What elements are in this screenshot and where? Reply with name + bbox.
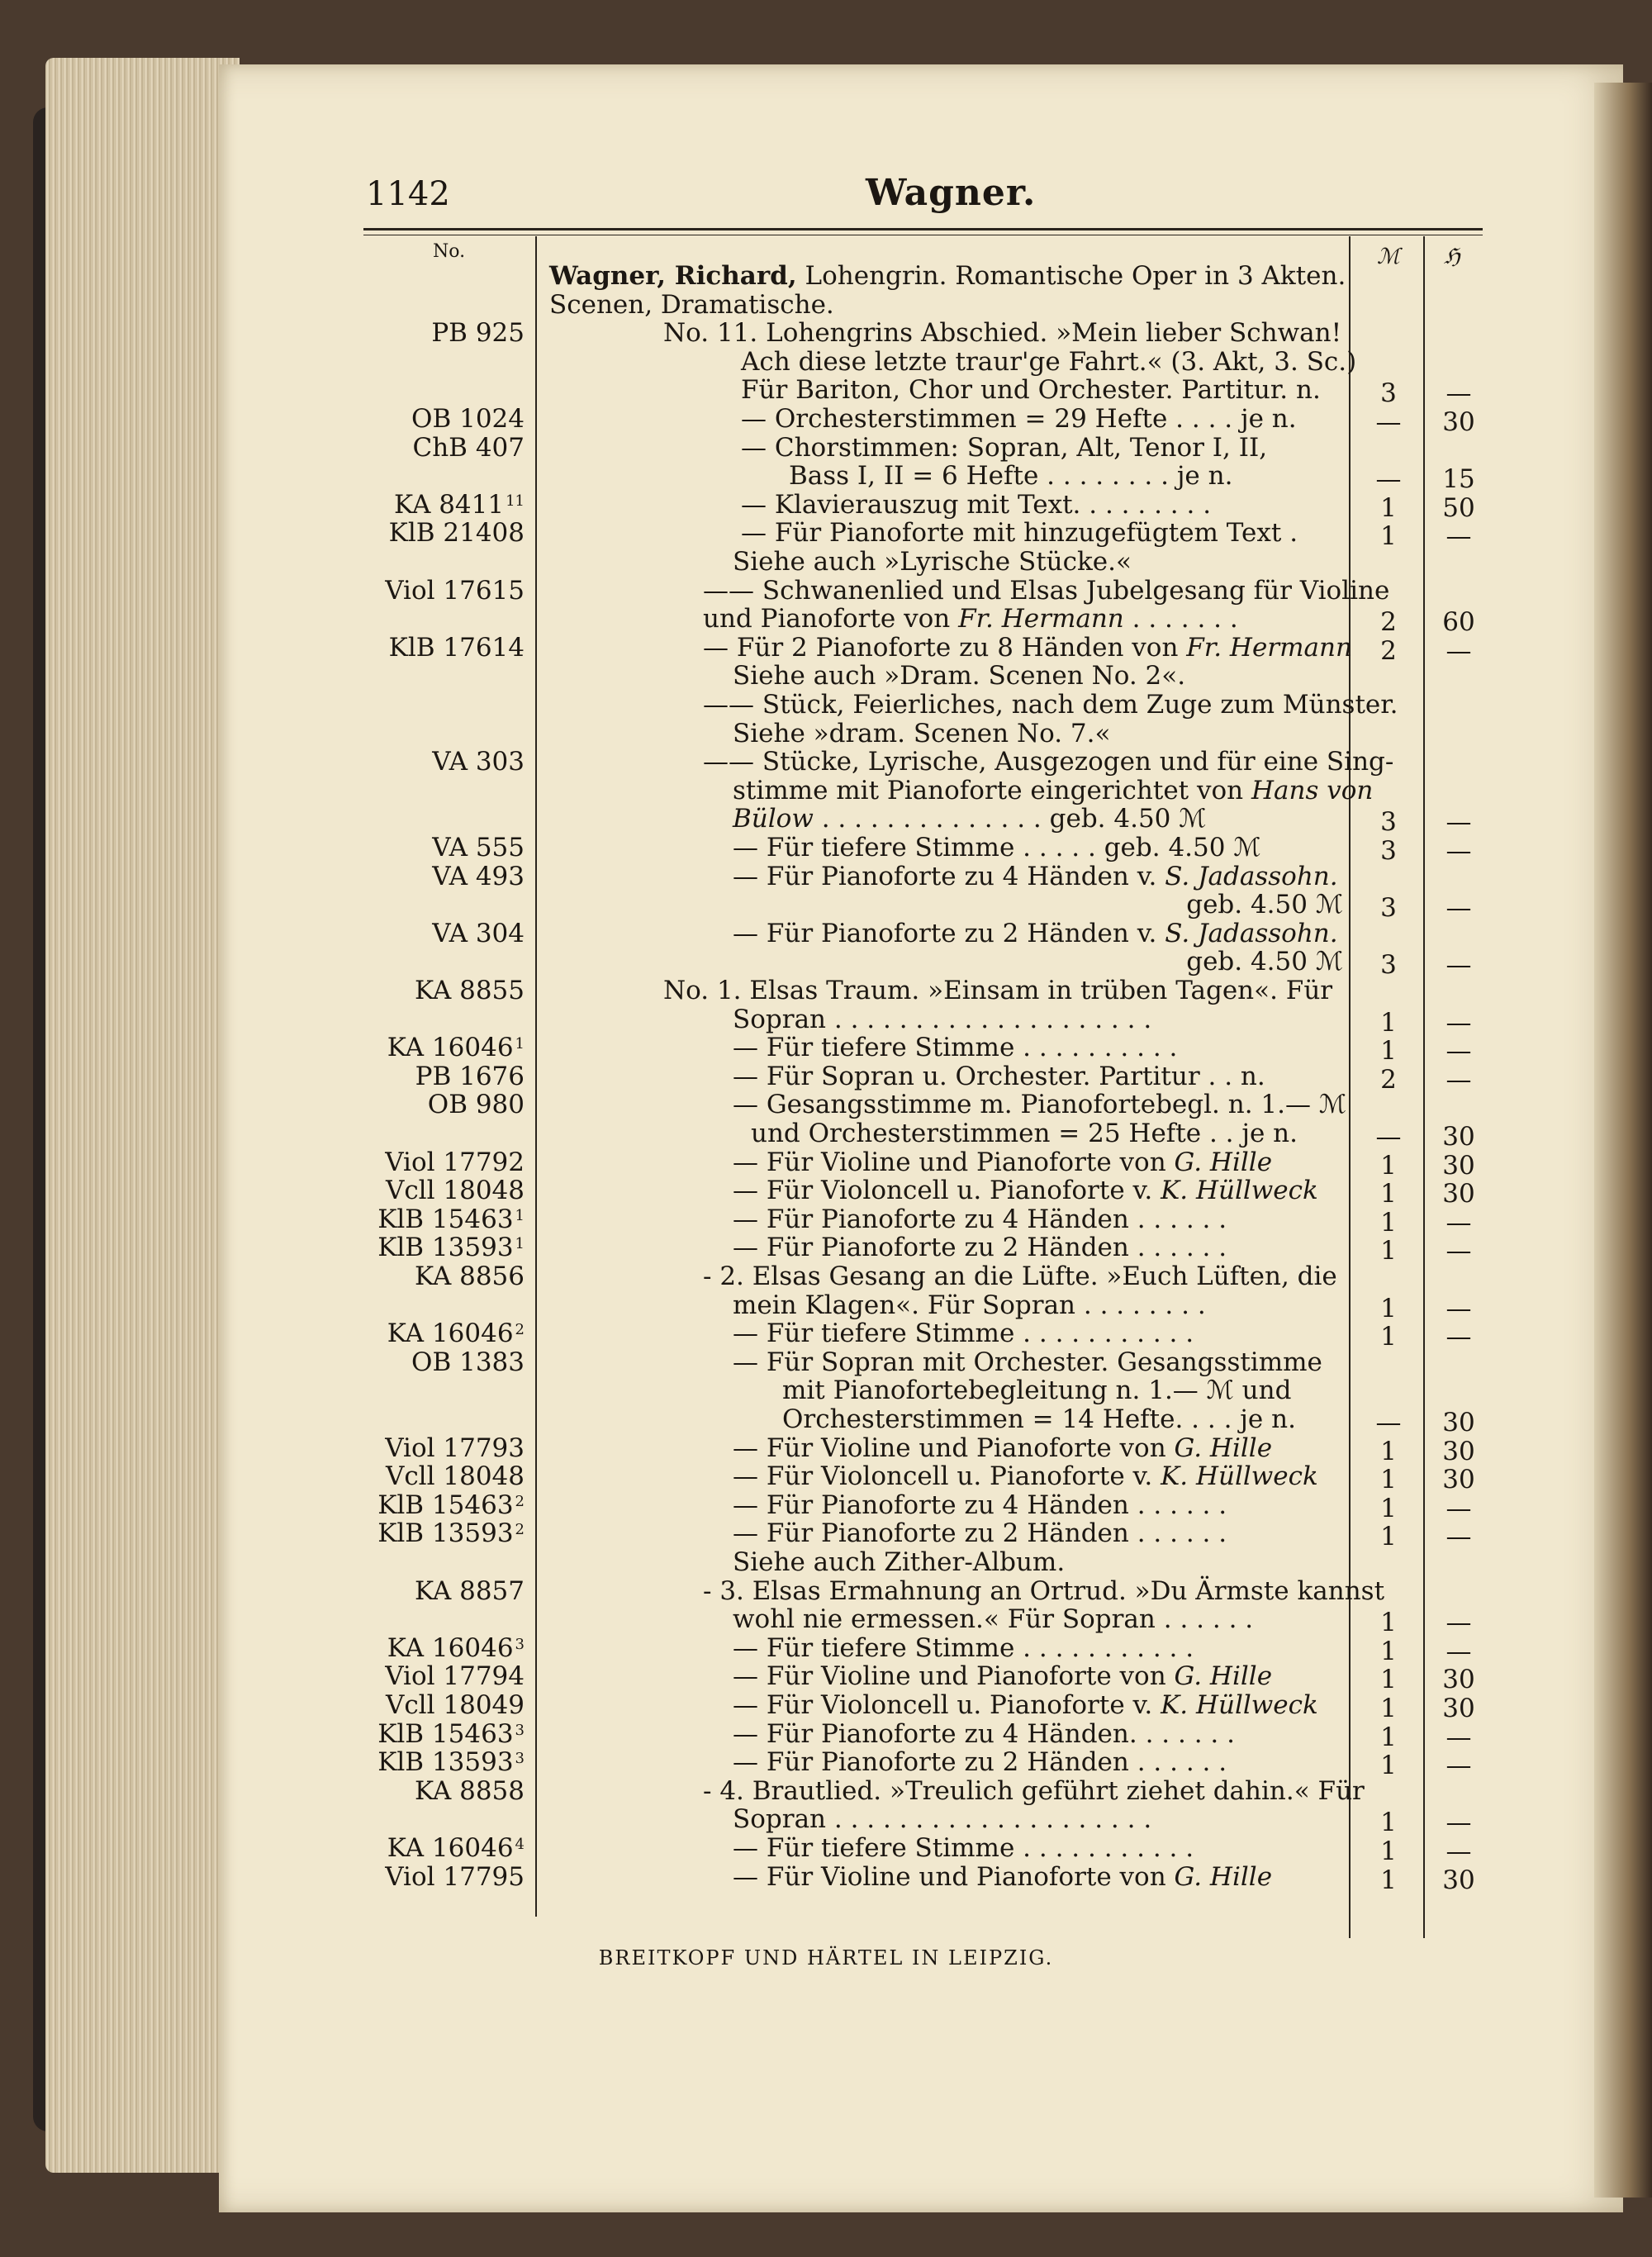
price-pfennig: — <box>1446 1493 1472 1523</box>
price-pfennig: 15 <box>1442 464 1475 495</box>
price-pfennig: — <box>1446 521 1472 552</box>
price-mark: 1 <box>1380 1865 1397 1895</box>
entry-segment: . . . . . . . . . . . . . . geb. 4.50 ℳ <box>813 804 1207 834</box>
entry-text <box>733 833 1260 862</box>
catalog-number-base: KlB 15463 <box>377 1490 514 1520</box>
price-pfennig: — <box>1446 836 1472 866</box>
entry-text <box>733 1661 1272 1691</box>
entry-segment: — Für tiefere Stimme . . . . . . . . . . . <box>733 1833 1194 1863</box>
entry-segment: — Für 2 Pianoforte zu 8 Händen von <box>703 632 1187 663</box>
entry-segment: — Für Pianoforte zu 2 Händen v. <box>733 918 1165 948</box>
publisher-footer: BREITKOPF UND HÄRTEL IN LEIPZIG. <box>598 1946 1054 1970</box>
price-mark: 3 <box>1380 893 1397 924</box>
price-pfennig: — <box>1446 635 1472 666</box>
entry-text <box>703 1262 1337 1291</box>
entry-segment: — Für Violine und Pianoforte von <box>733 1147 1175 1177</box>
entry-segment: Ach diese letzte traur'ge Fahrt.« (3. Akt, 3. Sc.) <box>741 346 1357 377</box>
entry-segment: wohl nie ermessen.« Für Sopran . . . . . . <box>733 1604 1254 1635</box>
catalog-number-sup: 3 <box>515 1750 525 1768</box>
entry-segment: — Für Pianoforte zu 4 Händen . . . . . . <box>733 1204 1227 1234</box>
entry-arranger: K. Hüllweck <box>1161 1461 1318 1492</box>
divider-no-column <box>535 236 537 1917</box>
catalog-number <box>377 1518 525 1548</box>
entry-text <box>741 433 1267 463</box>
catalog-number <box>387 1833 525 1863</box>
price-mark: 1 <box>1380 1293 1397 1323</box>
catalog-number <box>377 1719 525 1749</box>
entry-text <box>733 1433 1272 1463</box>
entry-segment: — Klavierauszug mit Text. . . . . . . . . <box>741 489 1212 520</box>
catalog-number <box>377 1205 525 1234</box>
entry-segment: geb. 4.50 ℳ <box>1186 947 1343 977</box>
price-mark: 3 <box>1380 807 1397 838</box>
price-pfennig: 30 <box>1442 1179 1475 1209</box>
entry-text <box>733 1747 1227 1777</box>
entry-text <box>733 1490 1227 1520</box>
catalog-number-sup: 1 <box>515 1235 525 1253</box>
catalog-number-sup: 11 <box>506 492 525 510</box>
entry-text <box>703 1776 1365 1806</box>
price-mark: 1 <box>1380 1436 1397 1466</box>
entry-segment: - 2. Elsas Gesang an die Lüfte. »Euch Lüften, die <box>703 1262 1337 1291</box>
entry-segment: Scenen, Dramatische. <box>549 289 834 320</box>
entry-segment: Bass I, II = 6 Hefte . . . . . . . . je n. <box>789 461 1233 492</box>
entry-text <box>733 1461 1318 1491</box>
catalog-number-sup: 1 <box>515 1035 525 1053</box>
price-mark: 3 <box>1380 836 1397 866</box>
entry-text <box>733 1347 1322 1377</box>
entry-text <box>733 804 1206 834</box>
price-mark: 1 <box>1380 492 1397 523</box>
catalog-number-base: KlB 13593 <box>377 1518 514 1549</box>
entry-text <box>733 1804 1151 1834</box>
page-edges <box>45 58 240 2173</box>
catalog-number-base: KA 16046 <box>387 1833 514 1863</box>
entry-segment: — Für Pianoforte zu 4 Händen. . . . . . . <box>733 1718 1235 1749</box>
catalog-number-base: KA 16046 <box>387 1319 514 1349</box>
price-pfennig: — <box>1446 1636 1472 1666</box>
entry-text <box>733 547 1132 577</box>
entry-segment: — Für tiefere Stimme . . . . . geb. 4.50 ℳ <box>733 833 1261 862</box>
entry-segment: — Für tiefere Stimme . . . . . . . . . . <box>733 1033 1178 1063</box>
entry-text <box>733 1005 1151 1034</box>
price-pfennig: — <box>1446 1751 1472 1781</box>
entry-segment: — Für Sopran mit Orchester. Gesangsstimme <box>733 1347 1322 1377</box>
entry-text <box>733 862 1338 891</box>
entry-segment: — Für tiefere Stimme . . . . . . . . . . . <box>733 1319 1194 1349</box>
entry-heading: Wagner, Richard, <box>549 261 797 291</box>
catalog-number <box>377 1747 525 1777</box>
price-pfennig: 30 <box>1442 1865 1475 1895</box>
price-pfennig: — <box>1446 1322 1472 1352</box>
entry-arranger: K. Hüllweck <box>1161 1176 1318 1206</box>
entry-text <box>703 604 1238 634</box>
price-mark: 1 <box>1380 1036 1397 1067</box>
catalog-number: VA 555 <box>432 833 525 862</box>
entry-segment: Lohengrin. Romantische Oper in 3 Akten. <box>796 261 1346 291</box>
price-pfennig: — <box>1446 1836 1472 1866</box>
page-gutter-shadow <box>1594 83 1652 2198</box>
price-mark: 3 <box>1380 950 1397 981</box>
entry-segment: — Für Violoncell u. Pianoforte v. <box>733 1461 1161 1492</box>
entry-text <box>1186 890 1343 919</box>
catalog-number <box>387 1033 525 1062</box>
price-mark: — <box>1375 464 1402 495</box>
catalog-number: KA 8855 <box>414 976 525 1005</box>
entry-text <box>733 919 1338 948</box>
entry-text <box>703 747 1393 777</box>
entry-segment: — Für Pianoforte zu 2 Händen . . . . . . <box>733 1233 1227 1263</box>
price-pfennig: — <box>1446 1722 1472 1752</box>
entry-text <box>733 1033 1177 1062</box>
price-pfennig: 30 <box>1442 1150 1475 1181</box>
entry-text <box>703 1576 1384 1606</box>
price-mark: — <box>1375 1122 1402 1152</box>
entry-segment: Für Bariton, Chor und Orchester. Partitur. n. <box>741 375 1321 406</box>
entry-segment: und Pianoforte von <box>703 604 959 634</box>
catalog-number: VA 303 <box>432 747 525 777</box>
catalog-number-sup: 2 <box>515 1321 525 1339</box>
price-pfennig: — <box>1446 1236 1472 1266</box>
entry-text <box>733 1290 1206 1320</box>
running-head: Wagner. <box>866 172 1037 214</box>
catalog-number-sup: 2 <box>515 1521 525 1539</box>
entry-segment: - 3. Elsas Ermahnung an Ortrud. »Du Ärmste kannst <box>703 1575 1385 1606</box>
catalog-number: Viol 17793 <box>385 1433 525 1463</box>
entry-segment: geb. 4.50 ℳ <box>1186 890 1343 920</box>
entry-text <box>733 1633 1194 1663</box>
price-pfennig: — <box>1446 807 1472 838</box>
catalog-number-base: KlB 13593 <box>377 1233 514 1263</box>
price-mark: 1 <box>1380 1322 1397 1352</box>
catalog-number-sup: 1 <box>515 1206 525 1224</box>
entry-arranger: Fr. Hermann <box>958 604 1124 634</box>
entry-text <box>703 690 1398 720</box>
entry-text <box>733 1719 1235 1749</box>
price-mark: 1 <box>1380 521 1397 552</box>
catalog-number <box>377 1233 525 1262</box>
entry-segment: —— Stück, Feierliches, nach dem Zuge zum Münster. <box>703 690 1398 720</box>
catalog-number-sup: 3 <box>515 1635 525 1653</box>
price-pfennig: — <box>1446 1808 1472 1838</box>
entry-text <box>782 1376 1291 1405</box>
price-mark: 1 <box>1380 1808 1397 1838</box>
catalog-number <box>377 1490 525 1520</box>
entry-text <box>733 1233 1227 1262</box>
entry-text <box>782 1404 1296 1434</box>
catalog-number: Viol 17794 <box>385 1661 525 1692</box>
entry-text <box>733 776 1373 805</box>
price-pfennig: 60 <box>1442 607 1475 638</box>
price-pfennig: 30 <box>1442 1694 1475 1723</box>
entry-arranger: Fr. Hermann <box>1186 632 1352 663</box>
entry-segment: — Für Violoncell u. Pianoforte v. <box>733 1176 1161 1206</box>
entry-segment: — Für Violoncell u. Pianoforte v. <box>733 1690 1161 1720</box>
price-pfennig: — <box>1446 1522 1472 1552</box>
catalog-number <box>387 1633 525 1663</box>
catalog-number: VA 493 <box>432 861 525 891</box>
catalog-number: VA 304 <box>432 918 525 948</box>
entry-segment: — Für Pianoforte zu 4 Händen . . . . . . <box>733 1490 1227 1520</box>
entry-text <box>733 1833 1194 1863</box>
entry-arranger: G. Hille <box>1174 1147 1273 1177</box>
price-mark: 1 <box>1380 1236 1397 1266</box>
page-number: 1142 <box>366 175 450 213</box>
catalog-number: KA 8858 <box>414 1775 525 1806</box>
entry-text <box>733 1862 1272 1892</box>
entry-arranger: G. Hille <box>1174 1661 1273 1692</box>
catalog-number: Vcll 18048 <box>385 1461 525 1492</box>
entry-arranger: Hans von <box>1251 775 1374 805</box>
catalog-number-base: KA 16046 <box>387 1033 514 1063</box>
price-mark: 1 <box>1380 1207 1397 1238</box>
entry-segment: Siehe auch Zither-Album. <box>733 1547 1066 1577</box>
divider-mark-column <box>1349 236 1351 1938</box>
catalog-number <box>394 490 525 520</box>
entry-text <box>741 347 1356 377</box>
entry-segment: stimme mit Pianoforte eingerichtet von <box>733 775 1251 805</box>
price-mark: 1 <box>1380 1665 1397 1695</box>
price-pfennig: 30 <box>1442 1122 1475 1152</box>
entry-segment: — Für Sopran u. Orchester. Partitur . . n. <box>733 1061 1265 1091</box>
price-pfennig: — <box>1446 1293 1472 1323</box>
price-pfennig: 30 <box>1442 1436 1475 1466</box>
entry-text <box>733 1319 1194 1348</box>
price-pfennig: — <box>1446 378 1472 409</box>
catalog-number: PB 925 <box>431 318 525 349</box>
price-pfennig: 30 <box>1442 1408 1475 1437</box>
header-rule-thick <box>363 228 1483 230</box>
no-column-header: No. <box>433 241 466 262</box>
entry-text <box>733 1176 1318 1205</box>
price-mark: 1 <box>1380 1836 1397 1866</box>
price-pfennig: — <box>1446 1036 1472 1067</box>
entry-text <box>703 576 1389 606</box>
catalog-number: KA 8856 <box>414 1262 525 1291</box>
price-pfennig: — <box>1446 1007 1472 1038</box>
catalog-number-sup: 3 <box>515 1721 525 1739</box>
catalog-number: Viol 17795 <box>385 1861 525 1892</box>
pfennig-column-header: ℌ <box>1444 245 1460 269</box>
price-mark: 1 <box>1380 1636 1397 1666</box>
entry-segment: — Für Violine und Pianoforte von <box>733 1861 1175 1892</box>
entry-text <box>733 1604 1253 1634</box>
entry-arranger: S. Jadassohn. <box>1165 861 1338 891</box>
price-mark: 1 <box>1380 1608 1397 1638</box>
entry-segment: —— Stücke, Lyrische, Ausgezogen und für eine Sing- <box>703 747 1394 777</box>
price-pfennig: — <box>1446 1608 1472 1638</box>
catalog-number-sup: 4 <box>515 1836 525 1853</box>
entry-segment: . . . . . . . <box>1123 604 1238 634</box>
price-mark: 2 <box>1380 1064 1397 1095</box>
entry-text <box>733 661 1185 691</box>
catalog-number: ChB 407 <box>412 432 525 463</box>
entry-segment: — Für Violine und Pianoforte von <box>733 1661 1175 1692</box>
catalog-number: Viol 17615 <box>385 575 525 606</box>
entry-text <box>663 318 1341 348</box>
price-mark: 1 <box>1380 1694 1397 1723</box>
price-mark: 1 <box>1380 1493 1397 1523</box>
price-pfennig: 30 <box>1442 1665 1475 1695</box>
catalog-number: OB 1024 <box>411 404 525 434</box>
catalog-number: OB 980 <box>427 1090 525 1120</box>
price-mark: 1 <box>1380 1465 1397 1495</box>
price-mark: 2 <box>1380 635 1397 666</box>
entry-text <box>741 490 1211 520</box>
entry-segment: No. 11. Lohengrins Abschied. »Mein lieber Schwan! <box>663 318 1342 349</box>
entry-text <box>733 1090 1346 1119</box>
entry-segment: — Chorstimmen: Sopran, Alt, Tenor I, II, <box>741 432 1268 463</box>
price-mark: 1 <box>1380 1150 1397 1181</box>
entry-segment: — Für Pianoforte mit hinzugefügtem Text . <box>741 518 1298 549</box>
catalog-number: Vcll 18049 <box>385 1690 525 1720</box>
entry-arranger: K. Hüllweck <box>1161 1690 1318 1720</box>
entry-segment: Orchesterstimmen = 14 Hefte. . . . je n. <box>782 1404 1296 1434</box>
entry-segment: und Orchesterstimmen = 25 Hefte . . je n. <box>751 1119 1298 1148</box>
entry-text <box>663 976 1332 1005</box>
catalog-number: KlB 17614 <box>388 632 525 663</box>
entry-text <box>733 1205 1227 1234</box>
catalog-number: PB 1676 <box>415 1061 525 1091</box>
entry-segment: — Für Pianoforte zu 2 Händen . . . . . . <box>733 1518 1227 1549</box>
entry-text <box>733 1518 1227 1548</box>
catalog-number-base: KlB 15463 <box>377 1204 514 1234</box>
catalog-number-sup: 2 <box>515 1492 525 1510</box>
entry-segment: —— Schwanenlied und Elsas Jubelgesang für Violine <box>703 575 1390 606</box>
entry-arranger: Bülow <box>733 804 814 834</box>
catalog-number: KlB 21408 <box>388 518 525 549</box>
catalog-number: Vcll 18048 <box>385 1176 525 1206</box>
mark-column-header: ℳ <box>1377 245 1400 269</box>
price-pfennig: 30 <box>1442 407 1475 437</box>
price-mark: 1 <box>1380 1751 1397 1781</box>
entry-segment: - 4. Brautlied. »Treulich geführt ziehet dahin.« Für <box>703 1775 1365 1806</box>
entry-segment: Siehe »dram. Scenen No. 7.« <box>733 718 1111 748</box>
catalog-number: KA 8857 <box>414 1575 525 1606</box>
catalog-number-base: KlB 15463 <box>377 1718 514 1749</box>
entry-segment: Siehe auch »Dram. Scenen No. 2«. <box>733 661 1186 691</box>
price-pfennig: — <box>1446 893 1472 924</box>
entry-segment: mit Pianofortebegleitung n. 1.— ℳ und <box>782 1376 1292 1406</box>
entry-segment: mein Klagen«. Für Sopran . . . . . . . . <box>733 1290 1206 1320</box>
catalog-number-base: KA 16046 <box>387 1632 514 1663</box>
entry-text <box>733 1062 1265 1091</box>
catalog-number: Viol 17792 <box>385 1147 525 1177</box>
catalog-number <box>387 1319 525 1348</box>
entry-segment: — Für Pianoforte zu 4 Händen v. <box>733 861 1165 891</box>
price-mark: 1 <box>1380 1007 1397 1038</box>
price-pfennig: 30 <box>1442 1465 1475 1495</box>
entry-text <box>549 290 834 320</box>
entry-segment: — Für Violine und Pianoforte von <box>733 1433 1175 1463</box>
catalog-number: OB 1383 <box>411 1347 525 1377</box>
entry-text <box>703 633 1352 663</box>
entry-arranger: G. Hille <box>1174 1433 1273 1463</box>
price-mark: 1 <box>1380 1522 1397 1552</box>
catalog-number-base: KA 8411 <box>394 489 505 520</box>
entry-text <box>549 261 1346 291</box>
entry-text <box>733 1547 1065 1577</box>
entry-segment: — Für tiefere Stimme . . . . . . . . . . . <box>733 1632 1194 1663</box>
catalog-number-base: KlB 13593 <box>377 1747 514 1778</box>
price-pfennig: — <box>1446 1207 1472 1238</box>
entry-text <box>741 518 1298 548</box>
entry-arranger: S. Jadassohn. <box>1165 918 1338 948</box>
price-mark: — <box>1375 407 1402 437</box>
entry-text <box>751 1119 1298 1148</box>
entry-arranger: G. Hille <box>1174 1861 1273 1892</box>
price-mark: 1 <box>1380 1722 1397 1752</box>
price-mark: 2 <box>1380 607 1397 638</box>
entry-text <box>733 719 1110 748</box>
price-pfennig: — <box>1446 950 1472 981</box>
entry-text <box>741 404 1297 434</box>
entry-segment: Siehe auch »Lyrische Stücke.« <box>733 547 1132 577</box>
entry-segment: — Orchesterstimmen = 29 Hefte . . . . je n. <box>741 404 1297 434</box>
entry-text <box>733 1148 1272 1177</box>
entry-text <box>733 1690 1318 1720</box>
entry-segment: Sopran . . . . . . . . . . . . . . . . . . . . <box>733 1004 1152 1034</box>
entry-text <box>741 375 1321 405</box>
entry-segment: — Für Pianoforte zu 2 Händen . . . . . . <box>733 1747 1227 1778</box>
price-pfennig: — <box>1446 1064 1472 1095</box>
price-pfennig: 50 <box>1442 492 1475 523</box>
price-mark: — <box>1375 1408 1402 1437</box>
price-mark: 3 <box>1380 378 1397 409</box>
entry-segment: Sopran . . . . . . . . . . . . . . . . . . . . <box>733 1804 1152 1835</box>
entry-text <box>789 461 1232 491</box>
entry-text <box>1186 947 1343 976</box>
price-mark: 1 <box>1380 1179 1397 1209</box>
entry-segment: No. 1. Elsas Traum. »Einsam in trüben Tagen«. Für <box>663 976 1333 1005</box>
entry-segment: — Gesangsstimme m. Pianofortebegl. n. 1.— ℳ <box>733 1090 1347 1120</box>
